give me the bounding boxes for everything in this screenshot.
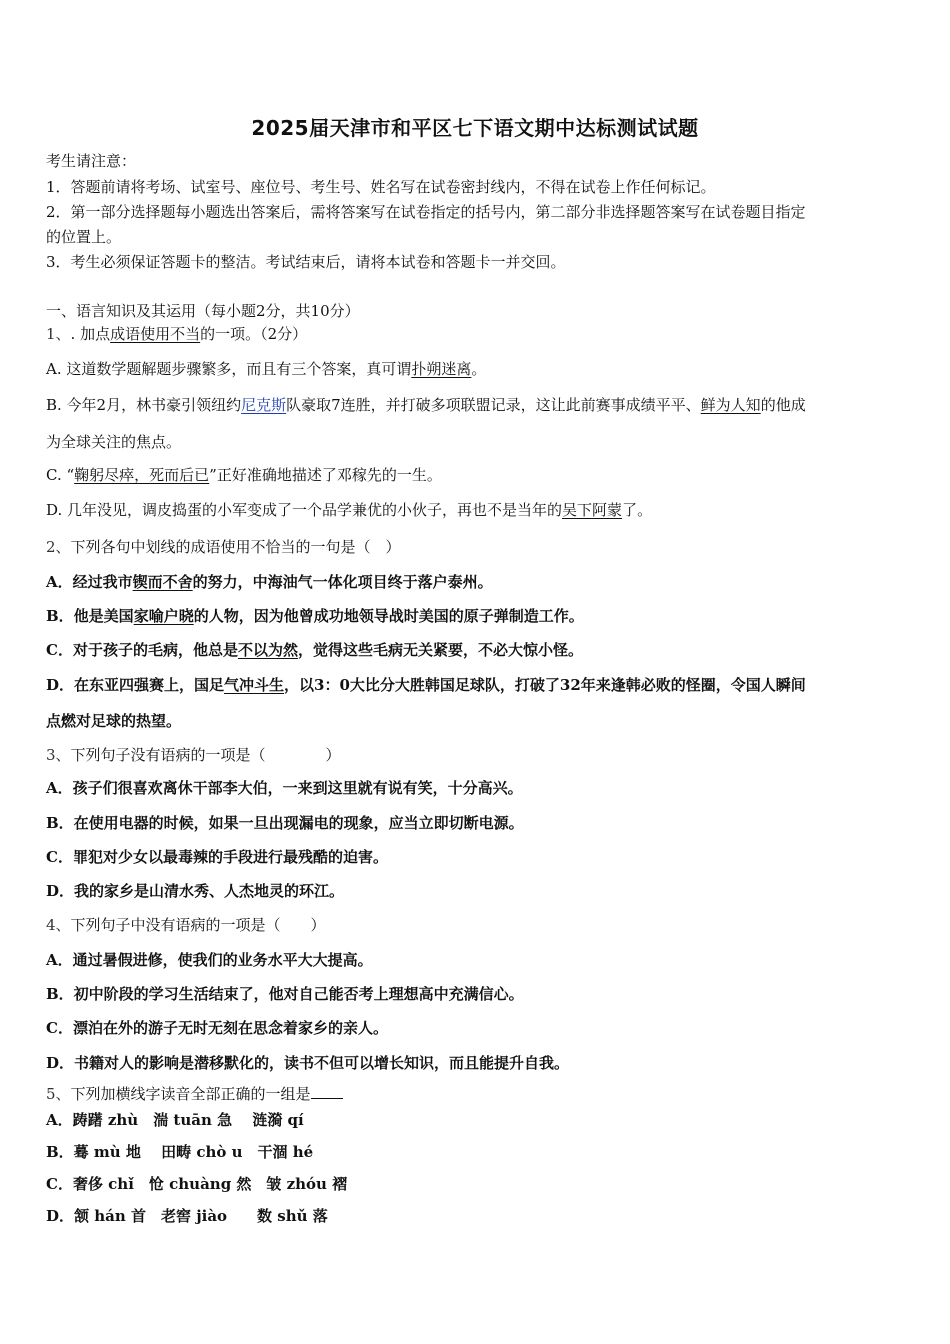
q1-stem-pre: . 加点 bbox=[70, 325, 111, 343]
notice-item-1: 1．答题前请将考场、试室号、座位号、考生号、姓名写在试卷密封线内，不得在试卷上作任何标记。 bbox=[46, 178, 716, 196]
q3-option-c: C．罪犯对少女以最毒辣的手段进行最残酷的迫害。 bbox=[46, 848, 388, 866]
notice-item-2-cont bbox=[46, 227, 908, 247]
q1-c-idiom: 鞠躬尽瘁，死而后已 bbox=[74, 466, 210, 484]
q2-option-a bbox=[46, 572, 908, 592]
q2-d-idiom: 气冲斗生 bbox=[224, 676, 285, 694]
q2-b-idiom: 家喻户晓 bbox=[133, 607, 194, 625]
q1-option-d bbox=[46, 500, 908, 520]
q2-c-idiom: 不以为然 bbox=[237, 641, 298, 659]
q2-option-d bbox=[46, 675, 908, 695]
knicks-link[interactable]: 尼克斯 bbox=[241, 396, 287, 414]
q1-d-post: 了。 bbox=[622, 501, 653, 519]
q3-option-a: A．孩子们很喜欢离休干部李大伯，一来到这里就有说有笑，十分高兴。 bbox=[46, 779, 523, 797]
q1-option-b-cont: 为全球关注的焦点。 bbox=[46, 433, 182, 451]
q1-option-a bbox=[46, 359, 908, 379]
q4-number: 4、 bbox=[46, 916, 71, 934]
notice-item-2: 2．第一部分选择题每小题选出答案后，需将答案写在试卷指定的括号内，第二部分非选择题答案写在试卷题目指定 bbox=[46, 203, 806, 221]
q2-a-pre: A．经过我市 bbox=[46, 573, 133, 591]
q4-option-c: C．漂泊在外的游子无时无刻在思念着家乡的亲人。 bbox=[46, 1019, 388, 1037]
q1-b-idiom: 鲜为人知 bbox=[700, 396, 761, 414]
q1-number: 1、 bbox=[46, 325, 71, 343]
q1-d-pre: D. 几年没见，调皮捣蛋的小军变成了一个品学兼优的小伙子，再也不是当年的 bbox=[46, 501, 563, 519]
q2-stem bbox=[46, 537, 908, 557]
q5-option-b: B．蓦 mù 地 田畴 chò u 干涸 hé bbox=[46, 1143, 314, 1161]
q1-option-c bbox=[46, 465, 908, 485]
q1-c-pre: C. “ bbox=[46, 466, 75, 484]
q1-stem bbox=[46, 324, 908, 344]
q1-a-post: 。 bbox=[471, 360, 487, 378]
q2-option-d-cont: 点燃对足球的热望。 bbox=[46, 712, 182, 730]
q5-option-c: C．奢侈 chǐ 怆 chuàng 然 皱 zhóu 褶 bbox=[46, 1175, 348, 1193]
q5-answer-blank bbox=[311, 1084, 343, 1099]
notice-item-2-cont-text: 的位置上。 bbox=[46, 228, 122, 246]
q1-c-post: ”正好准确地描述了邓稼先的一生。 bbox=[209, 466, 442, 484]
notice-heading: 考生请注意： bbox=[46, 152, 137, 170]
q4-option-d: D．书籍对人的影响是潜移默化的，读书不但可以增长知识，而且能提升自我。 bbox=[46, 1054, 570, 1072]
q5-stem bbox=[46, 1084, 908, 1104]
q2-a-post: 的努力，中海油气一体化项目终于落户泰州。 bbox=[192, 573, 493, 591]
q2-d-pre: D．在东亚四强赛上，国足 bbox=[46, 676, 225, 694]
q3-option-d: D．我的家乡是山清水秀、人杰地灵的环江。 bbox=[46, 882, 345, 900]
q4-option-a: A．通过暑假进修，使我们的业务水平大大提高。 bbox=[46, 951, 373, 969]
q5-option-d: D．颔 hán 首 老窖 jiào 数 shǔ 落 bbox=[46, 1207, 328, 1225]
page-title: 2025届天津市和平区七下语文期中达标测试试题 bbox=[251, 116, 699, 140]
q2-stem-text: 下列各句中划线的成语使用不恰当的一句是（ ） bbox=[70, 538, 401, 556]
q2-b-post: 的人物，因为他曾成功地领导战时美国的原子弹制造工作。 bbox=[193, 607, 584, 625]
q5-stem-text: 下列加横线字读音全部正确的一组是 bbox=[70, 1085, 311, 1103]
q1-a-pre: A. 这道数学题解题步骤繁多，而且有三个答案，真可谓 bbox=[46, 360, 412, 378]
q2-a-idiom: 锲而不舍 bbox=[132, 573, 193, 591]
q1-b-post: 的他成 bbox=[760, 396, 806, 414]
q2-c-post: ，觉得这些毛病无关紧要，不必大惊小怪。 bbox=[297, 641, 583, 659]
q3-stem bbox=[46, 745, 908, 765]
q3-option-b: B．在使用电器的时候，如果一旦出现漏电的现象，应当立即切断电源。 bbox=[46, 814, 524, 832]
q2-option-c bbox=[46, 640, 908, 660]
q2-number: 2、 bbox=[46, 538, 71, 556]
q2-b-pre: B．他是美国 bbox=[46, 607, 134, 625]
q3-number: 3、 bbox=[46, 746, 71, 764]
q5-number: 5、 bbox=[46, 1085, 71, 1103]
q2-c-pre: C．对于孩子的毛病，他总是 bbox=[46, 641, 238, 659]
q1-stem-underlined: 成语使用不当 bbox=[110, 325, 201, 343]
q1-a-idiom: 扑朔迷离 bbox=[411, 360, 472, 378]
q3-stem-text: 下列句子没有语病的一项是（ ） bbox=[70, 746, 341, 764]
q5-option-a: A．踌躇 zhù 湍 tuān 急 涟漪 qí bbox=[46, 1111, 304, 1129]
notice-item-3: 3．考生必须保证答题卡的整洁。考试结束后，请将本试卷和答题卡一并交回。 bbox=[46, 253, 566, 271]
q2-option-b bbox=[46, 606, 908, 626]
q4-stem-text: 下列句子中没有语病的一项是（ ） bbox=[70, 916, 326, 934]
q1-d-idiom: 吴下阿蒙 bbox=[562, 501, 623, 519]
q1-option-b bbox=[46, 395, 908, 415]
section-heading: 一、语言知识及其运用（每小题2分，共10分） bbox=[46, 302, 360, 320]
q2-d-post: ，以3：0大比分大胜韩国足球队，打破了32年来逢韩必败的怪圈，令国人瞬间 bbox=[284, 676, 806, 694]
q4-stem bbox=[46, 915, 908, 935]
q1-b-mid: 队豪取7连胜，并打破多项联盟记录，这让此前赛事成绩平平、 bbox=[286, 396, 701, 414]
q1-b-pre: B. 今年2月，林书豪引领纽约 bbox=[46, 396, 242, 414]
q1-stem-post: 的一项。（2分） bbox=[200, 325, 308, 343]
q4-option-b: B．初中阶段的学习生活结束了，他对自己能否考上理想高中充满信心。 bbox=[46, 985, 524, 1003]
